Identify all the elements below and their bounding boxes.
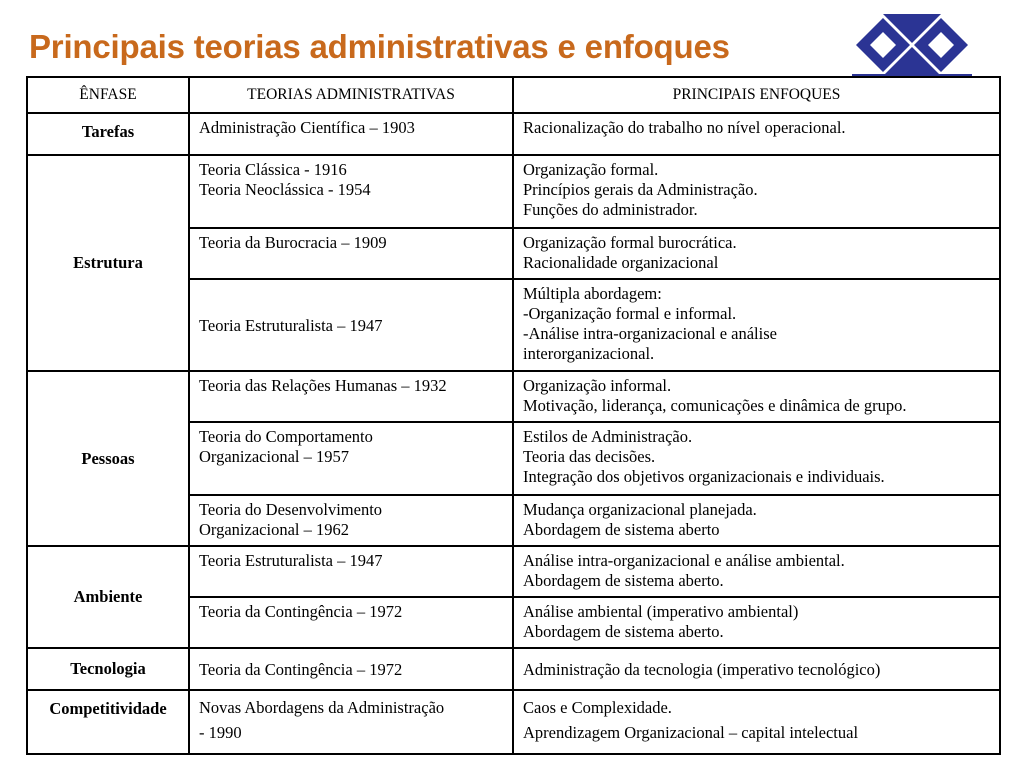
enfoque-line: Abordagem de sistema aberto.	[523, 571, 724, 590]
enfoque-line: Organização formal.	[523, 160, 659, 179]
enfoque-cell	[513, 546, 1000, 597]
teoria-line: Administração Científica – 1903	[199, 118, 415, 137]
diamond-logo-icon	[852, 12, 972, 78]
teoria-cell	[189, 648, 513, 690]
enfoque-line: Abordagem de sistema aberto	[523, 520, 720, 539]
teoria-line: Teoria Clássica - 1916	[199, 160, 347, 179]
teoria-line: Organizacional – 1962	[199, 520, 349, 539]
enfoque-line: Racionalização do trabalho no nível operacional.	[523, 118, 846, 137]
header-enfoques: PRINCIPAIS ENFOQUES	[513, 77, 1000, 113]
theories-table	[26, 76, 1001, 755]
teoria-line: Novas Abordagens da Administração	[199, 698, 445, 717]
enfoque-line: Organização informal.	[523, 376, 672, 395]
enfoque-cell	[513, 228, 1000, 279]
enfoque-cell	[513, 690, 1000, 754]
enfoque-line: Abordagem de sistema aberto.	[523, 622, 724, 641]
teoria-line: Teoria Estruturalista – 1947	[199, 551, 383, 570]
enfase-cell: Tecnologia	[27, 648, 189, 690]
enfase-cell: Ambiente	[27, 546, 189, 648]
teoria-line: Teoria Neoclássica - 1954	[199, 180, 371, 199]
header-row	[27, 77, 1000, 113]
teoria-line: Teoria da Burocracia – 1909	[199, 233, 387, 252]
teoria-cell	[189, 228, 513, 279]
enfoque-line: Integração dos objetivos organizacionais e individuais.	[523, 467, 885, 486]
teoria-cell	[189, 495, 513, 546]
enfoque-line: Múltipla abordagem:	[523, 284, 662, 303]
enfoque-cell	[513, 495, 1000, 546]
enfoque-line: Funções do administrador.	[523, 200, 698, 219]
teoria-line: Organizacional – 1957	[199, 447, 349, 466]
enfoque-cell	[513, 648, 1000, 690]
teoria-line: Teoria da Contingência – 1972	[199, 660, 403, 679]
teoria-cell	[189, 422, 513, 495]
enfoque-line: interorganizacional.	[523, 344, 655, 363]
enfoque-line: Motivação, liderança, comunicações e dinâmica de grupo.	[523, 396, 907, 415]
table-row	[27, 546, 1000, 597]
table-row	[27, 155, 1000, 228]
enfase-cell: Tarefas	[27, 113, 189, 155]
header-teorias: TEORIAS ADMINISTRATIVAS	[189, 77, 513, 113]
teoria-cell	[189, 597, 513, 648]
enfoque-cell	[513, 155, 1000, 228]
page-title: Principais teorias administrativas e enfoques	[29, 28, 730, 65]
header-enfase: ÊNFASE	[27, 77, 189, 113]
table-row	[27, 648, 1000, 690]
enfoque-cell	[513, 279, 1000, 371]
enfoque-line: Mudança organizacional planejada.	[523, 500, 757, 519]
teoria-line: Teoria do Desenvolvimento	[199, 500, 383, 519]
teoria-line: Teoria Estruturalista – 1947	[199, 316, 383, 335]
enfoque-line: Princípios gerais da Administração.	[523, 180, 758, 199]
teoria-line: - 1990	[199, 723, 242, 742]
enfase-cell: Competitividade	[27, 690, 189, 754]
enfoque-line: -Análise intra-organizacional e análise	[523, 324, 777, 343]
teoria-cell	[189, 546, 513, 597]
enfoque-line: -Organização formal e informal.	[523, 304, 737, 323]
teoria-line: Teoria das Relações Humanas – 1932	[199, 376, 447, 395]
enfoque-line: Análise intra-organizacional e análise ambiental.	[523, 551, 845, 570]
enfase-cell: Pessoas	[27, 371, 189, 546]
enfoque-line: Racionalidade organizacional	[523, 253, 719, 272]
enfoque-cell	[513, 371, 1000, 422]
teoria-cell	[189, 371, 513, 422]
teoria-cell	[189, 155, 513, 228]
teoria-line: Teoria do Comportamento	[199, 427, 373, 446]
table-row	[27, 371, 1000, 422]
teoria-cell	[189, 690, 513, 754]
enfoque-line: Análise ambiental (imperativo ambiental)	[523, 602, 799, 621]
enfoque-line: Administração da tecnologia (imperativo tecnológico)	[523, 660, 881, 679]
enfoque-line: Caos e Complexidade.	[523, 698, 672, 717]
enfoque-cell	[513, 422, 1000, 495]
teoria-line: Teoria da Contingência – 1972	[199, 602, 403, 621]
enfoque-cell	[513, 113, 1000, 155]
teoria-cell	[189, 279, 513, 371]
enfase-cell: Estrutura	[27, 155, 189, 371]
enfoque-cell	[513, 597, 1000, 648]
enfoque-line: Aprendizagem Organizacional – capital intelectual	[523, 723, 859, 742]
enfoque-line: Teoria das decisões.	[523, 447, 656, 466]
enfoque-line: Estilos de Administração.	[523, 427, 693, 446]
table-row	[27, 690, 1000, 754]
table-row	[27, 113, 1000, 155]
teoria-cell	[189, 113, 513, 155]
enfoque-line: Organização formal burocrática.	[523, 233, 737, 252]
